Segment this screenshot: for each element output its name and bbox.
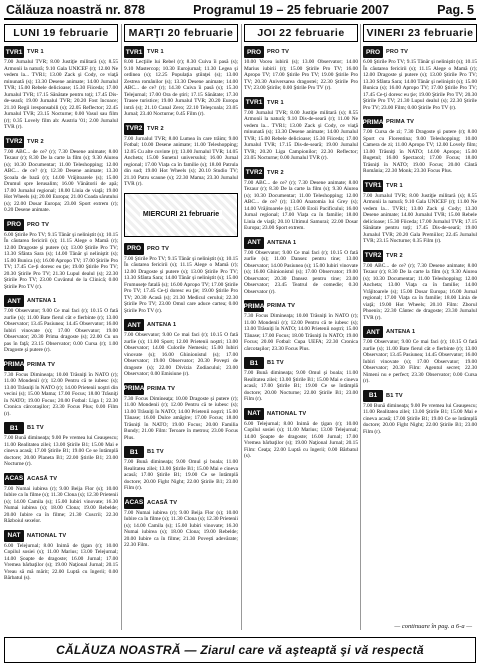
channel-logo-icon: TVR2 [124,123,144,135]
channel-header [4,359,118,371]
channel-logo-icon: PRIMA [4,359,24,371]
program-schedule-text: 7.00 Observator; 9.00 Ce mai faci (r); 10.15 O fată zurlie (s); 11.00 Bate fierul cât e fierbinte (r); 13.00 Observator; 13.45 Pasiunea; 14.45 Observator; 16.00 Iubiri vinovate (s); 17.00 Observator; 19.00 Observator; 20.30 Film: Agentul secret; 22.30 Nimeni nu e perfect; 23.30 Observator; 0.00 Cursa (r). [363,339,477,384]
program-schedule-text: 7.00 Bună dimineaţa; 9.00 Omul şi boala; 11.00 Realitatea zilei; 13.00 Ştirile B1; 15.00 Mai e cineva acasă; 17.00 Ştirile B1; 19.00 Ce se întâmplă doctore; 20.00 Nocturne; 22.00 Ştirile B1; 23.00 Film (r). [244,370,358,402]
channel-header [244,357,358,369]
channel-header [4,530,118,542]
channel-name: ANTENA 1 [267,239,297,246]
channel-listing [363,326,477,385]
channel-name: TVR 1 [27,49,44,55]
channel-listing [4,530,118,582]
channel-listing [244,408,358,460]
page-header [4,3,476,20]
channel-name: TVR 1 [267,99,284,106]
channel-header [4,219,118,231]
channel-listing [4,473,118,525]
channel-logo-icon: TVR1 [124,46,144,58]
channel-logo-icon: TVR1 [4,46,24,58]
channel-header [4,136,118,148]
channel-listing [124,243,238,315]
channel-listing [363,116,477,175]
day-banner [124,193,238,237]
program-schedule-text: 7.30 Focus Dimineaţa; 10.00 Trăsniţi în NATO (r); 11.00 Mondenii (r); 12.00 Pentru că te iubesc (s); 13.00 Trăsniţi în NATO; 14.00 Prietenii noştri; 15.00 Tănase; 17.00 Focus; 18.00 Trăsniţi în NATO; 19.00 Focus; 20.00 Fotbal: Cupa UEFA; 22.30 Cronica cârcotaşilor; 23.30 Focus Plus. [244,313,358,352]
program-schedule-text: 7.30 Focus Dimineaţa; 10.00 Trăsniţi în NATO (r); 11.00 Mondenii (r); 12.00 Pentru că te iubesc (s); 13.00 Trăsniţi în NATO (r); 14.00 Prietenii noştri din vecini (s); 15.00 Mama; 17.00 Focus; 18.00 Trăsniţi în NATO; 19.00 Focus; 20.00 Fotbal: Liga I; 22.30 Cronica cârcotaşilor; 23.30 Focus Plus; 0.00 Film (r). [4,371,118,417]
channel-listing [363,180,477,245]
channel-name: B1 TV [386,392,403,399]
channel-listing [4,295,118,354]
channel-header [363,390,477,402]
channel-name: TVR 2 [386,252,403,259]
channel-listing [124,46,238,118]
channel-name: PRIMA TV [386,119,415,125]
day-heading: LUNI 19 februarie [4,24,118,42]
channel-logo-icon: TVR1 [244,97,264,109]
channel-listing [124,319,238,378]
channel-listing [363,46,477,111]
channel-name: ACASĂ TV [27,475,58,482]
program-schedule-text: 7.00 Bună dimineaţa; 9.00 Pe vremea lui Ceauşescu; 11.00 Realitatea zilei; 13.00 Ştirile B1; 15.00 Mai e cineva acasă; 17.00 Ştirile B1; 19.00 Ce se întâmplă doctore; 20.00 Planeta B1; 22.00 Ştirile B1; 23.00 Nocturne (r). [4,435,118,467]
channel-header [244,46,358,58]
program-schedule-text: 6.00 Telejurnal; 8.00 Inimă de ţigan (r); 10.00 Copilul sosiei (s); 11.00 Marius; 13.00 Telejurnal; 14.00 Şoapte de dragoste; 16.00 Jurnal; 17.00 Vremea bărbaţilor (s); 19.00 Naţional Jurnal; 20.15 Film: Ceaţa; 22.00 Luptă cu îngerii; 0.00 Bărbatul (s). [244,420,358,459]
program-schedule-text: 6.00 Ştirile Pro TV; 9.15 Tânăr şi neliniştit (s); 10.15 În căutarea fericirii (s); 11.15 Alege o Mamă (r); 12.00 Dragoste şi putere (s); 13.00 Ştirile Pro TV; 13.30 Sfânta Sara (s); 14.00 Tânăr şi neliniştit (s); 15.00 Bunica (s); 16.00 Apropo TV; 17.00 Ştirile Pro TV; 17.45 Ce-ţi doresc eu ţie; 19.00 Ştirile Pro TV; 20.30 Ştirile Pro TV; 21.30 Lupul dealul (s); 22.30 Ştirile Pro TV; 23.00 Cuvântul de la Clinică; 0.00 Ştirile Pro TV (r). [4,231,118,290]
channel-name: NATIONAL TV [27,532,67,539]
page-number: Pag. 5 [437,3,474,17]
channel-header [124,319,238,331]
channel-logo-icon: PRO [124,243,144,255]
channel-header [4,295,118,307]
program-schedule-text: 7.30 Focus Dimineaţa; 10.00 Dragoste şi putere (r); 11.00 Mondenii (r); 12.00 Pentru că te iubesc (s); 13.00 Trăsniţi în NATO; 14.00 Prietenii noştri; 15.00 Tănase; 16.00 Dulce amăgire; 17.00 Focus; 18.00 Trăsniţi în NATO; 19.00 Focus; 20.00 Familia Bundy; 21.00 Film: Teroare în metrou; 23.00 Focus Plus. [124,395,238,441]
channel-name: TVR 2 [267,169,284,176]
channel-logo-icon: PRO [4,219,24,231]
channel-logo-icon: ACAS [4,473,24,485]
program-schedule-text: 7.00 ABC... de ce? (r); 7.30 Desene animate; 8.00 Tezaur (r); 8.30 De la carte la film (s); 9.30 Aiurea (s); 10.30 Documentar; 11.00 Teleshopping; 12.00 ABC... de ce? (r); 13.00 Anatomia lui Grey (s); 14.00 Vrăjitoarele (s); 15.00 Eroii Pacificului; 16.00 Jurnal regional; 17.00 Viaţa ca în familie; 18.00 Linia de viaţă; 20.10 Ultimul Samurai; 22.00 Dosar Europa; 23.00 Sport extrem. [244,179,358,231]
channel-header [124,383,238,395]
channel-listing [363,250,477,322]
channel-name: PRO TV [147,245,170,252]
channel-name: NATIONAL TV [267,410,307,417]
program-schedule-text: 7.00 Observator; 9.00 Ce mai faci (r); 10.15 O fată zurlie (s); 11.00 Bate fierul cât e fierbinte (r); 13.00 Observator; 13.45 Pasiunea; 14.45 Observator; 16.00 Iubiri vinovate (s); 17.00 Observator; 19.00 Observator; 20.30 Prima dragoste (s); 22.00 Cu un pas în faţă; 23.15 Observator; 0.00 Cursa (r); 1.00 Dragoste şi putere (r). [4,308,118,353]
channel-logo-icon: B1 [363,390,383,402]
channel-name: TVR 2 [27,138,44,145]
program-schedule-text: 7.00 Ştirile Pro TV; 9.15 Tânăr şi neliniştit (s); 10.15 În căutarea fericirii (s); 11.15 Alege o Mamă (r); 12.00 Dragoste şi putere (s); 13.00 Ştirile Pro TV; 13.30 Sfânta Sara; 14.00 Tânăr şi neliniştit (s); 15.00 Frumuseţe fatală (s); 16.00 Apropo TV; 17.00 Ştirile Pro TV; 17.45 Ce-ţi doresc eu ţie; 19.00 Ştirile Pro TV; 20.30 Acasă (s); 21.30 Medicul cerului; 22.30 Ştirile Pro TV; 23.00 Omul care aduce cartea; 0.00 Ştirile Pro TV (r). [124,255,238,314]
program-schedule-text: 7.00 Numai iubirea (r); 9.00 Beija Flor (s); 10.00 Iubire ca în filme (s); 11.30 Clona (s); 12.30 Prietenii (s); 14.00 Camila (s); 15.00 Iubiri vinovate; 16.30 Numai iubirea (s); 18.00 Clona; 19.00 Rebelde; 20.00 Iubire ca în filme; 21.30 Cuscrii; 22.30 Războiul sexelor. [4,485,118,524]
channel-name: PRIMA TV [147,385,176,392]
program-schedule-text: 7.00 Observator; 9.00 Ce mai faci (r); 10.15 O fată zurlie (s); 11.00 Sport; 12.00 Prietenii noştri; 13.00 Observator; 14.00 Culorile Nemesis; 15.00 Iubiri vinovate (s); 16.00 Ghinionistul (s); 17.00 Observator; 19.00 Observator; 20.30 Poveşti de dragoste (s); 22.00 Divizia Zodiacului; 23.00 Observator; 0.00 Emisiune (r). [124,332,238,377]
day-heading: VINERI 23 februarie [363,24,477,42]
channel-logo-icon: PRIMA [124,383,144,395]
channel-header [363,116,477,128]
channel-logo-icon: B1 [4,422,24,434]
channel-name: ANTENA 1 [27,298,57,304]
channel-listing [124,383,238,442]
channel-logo-icon: TVR2 [363,250,383,262]
channel-logo-icon: ANT [244,237,264,249]
day-heading: MARŢI 20 februarie [124,24,238,42]
program-schedule-text: 7.00 ABC... de ce? (r); 7.30 Desene animate; 8.00 Tezaur (r); 8.30 De la carte la film (s); 9.30 Aiurea (s); 10.30 Documentar; 11.00 Teleshopping; 12.00 Ancheta; 13.00 Viaţa ca în familie; 14.00 Vrăjitoarele (s); 15.00 Dosar Europa; 16.00 Jurnal regional; 17.00 Viaţa ca în familie; 18.00 Linia de viaţă; 19.00 Hot Wheels; 20.10 Film: Zborul Phoenix; 22.30 Cântec de dragoste; 23.30 Jurnalul TVR (r). [363,262,477,321]
program-schedule-text: 10.00 Vocea iubirii (s); 13.00 Observator; 14.00 Marius iubirii (r); 15.00 Ştirile Pro TV; 16.00 Apropo TV; 17.00 Ştirile Pro TV; 19.00 Ştirile Pro TV; 20.30 Aniversarea dragostei; 22.30 Ştirile Pro TV; 23.00 Ştirile; 0.00 Ştirile Pro TV (r). [244,59,358,91]
continued-note: — continuare în pag. a 6-a — [394,623,472,630]
program-schedule-text: 6.00 Ştirile Pro TV; 9.15 Tânăr şi neliniştit (s); 10.15 În căutarea fericirii (s); 11.15 Alege o Mamă (r); 12.00 Dragoste şi putere (s); 13.00 Ştirile Pro TV; 13.30 Sfânta Sara; 14.00 Tânăr şi neliniştit (s); 15.00 Bunica (s); 16.00 Apropo TV; 17.00 Ştirile Pro TV; 17.45 Ce-ţi doresc eu ţie; 19.00 Ştirile Pro TV; 20.30 Ştirile Pro TV; 21.30 Lupul dealul (s); 22.30 Ştirile Pro TV; 23.00 Film; 0.00 Ştirile Pro TV (r). [363,59,477,111]
program-schedule-text: 8.00 Lecţiile lui Rebel (r); 8.30 Cuiva îi pasă (s); 9.10 Mastercop; 10.30 Eurojurnal; 11.30 Legea şi ordinea (s); 12.25 Populaţia ştiinţei (s); 13.00 Zestrea românilor (s); 13.30 Desene animate; 14.00 ABC... de ce? (r); 14.30 Cuiva îi pasă (s); 15.30 Telejurnal; 17.00 Ora de ştiri; 17.15 Sănătate; 17.30 Trasee turistice; 19.00 Jurnalul TVR; 20.20 Europa intră (s); 21.10 Canal Zero; 22.10 Teleşcoala; 23.05 Jurnal; 23.40 Nocturne; 0.45 Film (r). [124,59,238,117]
program-schedule-text: 7.00 Observator; 9.00 Ce mai faci (r); 10.15 O fată zurlie (s); 11.00 Dansez pentru tine; 13.00 Observator; 14.00 Pasiunea (s); 15.00 Iubiri vinovate (s); 16.00 Ghinionistul (s); 17.00 Observator; 19.00 Observator; 20.30 Dansez pentru tine; 23.00 Observator; 23.45 Teatrul de comedie; 0.30 Observator (r). [244,249,358,295]
channel-logo-icon: PRIMA [244,300,264,312]
channel-header [244,408,358,420]
channel-logo-icon: NAT [4,530,24,542]
channel-name: PRO TV [27,221,50,228]
channel-header [124,243,238,255]
channel-name: ANTENA 1 [386,329,416,335]
channel-listing [4,219,118,291]
channel-header [363,46,477,58]
channel-listing [363,390,477,436]
channel-logo-icon: TVR2 [4,136,24,148]
channel-header [244,300,358,312]
channel-listing [244,357,358,403]
channel-listing [244,167,358,232]
channel-name: B1 TV [267,360,284,366]
channel-header [244,97,358,109]
channel-header [244,237,358,249]
channel-logo-icon: NAT [244,408,264,420]
column-divider [360,24,361,630]
channel-logo-icon: ANT [363,326,383,338]
channel-listing [4,422,118,468]
channel-logo-icon: PRIMA [363,116,383,128]
channel-listing [244,237,358,296]
program-schedule-text: 7.00 Bună dimineaţa; 9.00 Omul şi boala; 11.00 Realitatea zilei; 13.00 Ştirile B1; 15.00 Mai e cineva acasă; 17.00 Ştirile B1; 19.00 Ce se întâmplă doctore; 20.00 Fight Night; 22.00 Ştirile B1; 23.00 Film (r). [124,459,238,491]
channel-listing [4,136,118,214]
channel-logo-icon: TVR2 [244,167,264,179]
channel-header [4,46,118,58]
channel-header [363,180,477,192]
program-schedule-text: 6.00 Telejurnal; 8.00 Inimă de ţigan (r); 10.00 Copilul sosiei (s); 11.00 Marius; 13.00 Telejurnal; 14.00 Şoapte de dragoste; 16.00 Jurnal; 17.00 Vremea bărbaţilor (s); 19.00 Naţional Jurnal; 20.15 Vreau să mă mărit; 22.00 Luptă cu îngerii; 0.00 Bărbatul (s). [4,542,118,581]
channel-name: TVR 1 [386,182,403,189]
channel-logo-icon: PRO [363,46,383,58]
channel-logo-icon: B1 [244,357,264,369]
channel-name: ACASĂ TV [147,499,178,506]
channel-listing [124,497,238,549]
day-banner-label: MIERCURI 21 februarie [140,210,222,219]
program-column-1 [4,24,118,632]
channel-name: TVR 1 [147,49,164,55]
channel-header [4,422,118,434]
channel-logo-icon: ANT [4,295,24,307]
program-schedule-text: 7.00 Cursa de zi; 7.30 Dragoste şi putere (r); 8.00 Sport cu Florentina; 9.00 Teleshopping; 10.00 Camera de zi; 11.00 Apropo TV; 12.00 Lovely film; 13.00 Trăsniţi în NATO; 14.00 Apropo; 15.00 Bugetul; 16.00 Spectacol; 17.00 Focus; 18.00 Trăsniţi în NATO; 19.00 Focus; 20.00 Cântă România; 22.30 Monk; 23.30 Focus Plus. [363,129,477,174]
channel-listing [4,359,118,418]
channel-name: PRIMA TV [267,303,296,309]
column-divider [241,24,242,630]
program-column-3 [244,24,358,632]
program-schedule-text: 7.00 Numai iubirea (r); 9.00 Beija Flor (s); 10.00 Iubire ca în filme (s); 11.30 Clona (s); 12.30 Prietenii (s); 14.00 Camila (s); 15.00 Iubiri vinovate; 16.30 Numai iubirea (s); 18.00 Clona; 19.00 Rebelde; 20.00 Iubire ca în filme; 21.30 Poveşti adevărate; 22.30 Film. [124,509,238,548]
channel-listing [124,123,238,188]
program-column-2 [124,24,238,632]
channel-listing [244,97,358,162]
channel-listing [244,300,358,352]
channel-logo-icon: ACAS [124,497,144,509]
channel-logo-icon: B1 [124,446,144,458]
channel-name: ANTENA 1 [147,322,177,328]
program-schedule-text: 7.00 Jurnalul TVR; 8.00 Justiţie militară (s); 8.55 Armonii la natură; 9.10 Gala UNICEF (r); 11.00 Ne vedem la... TVR1; 13.00 Zack şi Cody; 13.30 Desene animate; 14.00 Jurnalul TVR; 15.00 Rebele delicioase; 15.30 Fiiceda; 17.00 Jurnalul TVR; 17.15 Sănătate pentru toţi; 17.45 Dis-de-seară; 19.00 Jurnalul TVR; 20.20 Gala Premiilor; 22.45 Jurnalul TVR; 23.15 Nocturne; 0.35 Film (r). [363,192,477,244]
channel-name: PRO TV [267,49,290,55]
channel-name: PRO TV [386,49,409,55]
channel-listing [124,446,238,492]
channel-logo-icon: ANT [124,319,144,331]
channel-logo-icon: TVR1 [363,180,383,192]
program-schedule-text: 7.00 Jurnalul TVR; 8.00 Lumea în care trăim; 9.00 Fotbal; 10.00 Desene animate; 11.00 Teleshopping; 12.05 Cu alte cuvinte (r); 13.00 Jurnalul TVR; 14.05 Ancheta; 15.00 Sunetul universului; 16.00 Jurnal regional; 17.00 Viaţa ca în familie (s); 18.00 Patrula din sud; 19.00 Hot Wheels (s); 20.10 Studio TV; 21.10 Patru scaune (s); 22.30 Mama; 23.30 Jurnalul TVR (r). [124,135,238,187]
channel-listing [4,46,118,131]
program-column-4 [363,24,477,632]
channel-header [4,473,118,485]
channel-name: B1 TV [27,425,44,431]
column-divider [121,24,122,630]
channel-name: B1 TV [147,449,164,455]
channel-header [124,446,238,458]
program-schedule-text: 7.00 Jurnalul TVR; 8.00 Justiţie militară (s); 8.55 Armonii la natură; 9.10 Dis-de-seară (r); 11.00 Ne vedem la... TVR1; 13.00 Zack şi Cody, ce viaţă minunată (s); 13.30 Desene animate; 14.00 Jurnalul TVR; 15.00 Rebele delicioase; 15.30 Fiiceda; 17.00 Jurnalul TVR; 17.15 Dis-de-seară; 19.00 Jurnalul TVR; 20.20 Liga Campionilor; 22.30 Reflector; 23.05 Nocturne; 0.00 Jurnalul TVR (r). [244,109,358,161]
footer-banner [4,637,476,663]
program-schedule-text: 7.00 Jurnalul TVR; 8.00 Justiţie militară (s); 8.55 Armonii la natură; 9.10 Gala UNICEF (r); 12.00 Ne vedem la... TVR1; 13.00 Zack şi Cody, ce viaţă minunată (s); 13.30 Desene animate; 14.00 Jurnalul TVR; 15.00 Rebele delicioase; 15.30 Fiiceda; 17.00 Jurnalul TVR; 17.15 Sănătate pentru toţi; 17.45 Dis-de-seară; 19.00 Jurnalul TVR; 20.20 Fost încoace; 21.10 Regii iresponsabili (s); 22.05 Reflector; 22.45 Jurnalul TVR; 23.15 Nocturne; 0.00 Vasul sau film (r); 0.35 Lovely film ab: Austria '01; 2.00 Jurnalul TVR (r). [4,59,118,130]
channel-header [124,497,238,509]
channel-name: TVR 2 [147,125,164,132]
program-schedule-text: 7.00 Bună dimineaţa; 9.00 Pe vremea lui Ceauşescu; 11.00 Realitatea zilei; 13.00 Ştirile B1; 15.00 Mai e cineva acasă; 17.00 Ştirile B1; 19.00 Ce se întâmplă doctore; 20.00 Fight Night; 22.00 Ştirile B1; 23.00 Film (r). [363,402,477,435]
channel-listing [244,46,358,92]
program-week-title: Programul 19 – 25 februarie 2007 [193,3,390,17]
channel-header [124,123,238,135]
channel-header [124,46,238,58]
channel-header [363,326,477,338]
channel-name: PRIMA TV [27,361,56,368]
day-heading: JOI 22 februarie [244,24,358,42]
channel-logo-icon: PRO [244,46,264,58]
channel-header [244,167,358,179]
program-schedule-text: 7.00 ABC... de ce? (r); 7.30 Desene animate; 8.00 Tezaur (r); 8.30 De la carte la film (s); 9.30 Aiurea (s); 10.30 Documentar; 11.00 Teleshopping; 12.00 ABC... de ce? (r); 12.30 Desene animate; 13.30 Şcoala de bază (r); 14.00 Vrăjitoarele (s); 15.00 Drumul spre Ierusalim; 16.00 Vânătorii de apă; 17.00 Jurnalul regional; 18.00 Linia de viaţă; 19.00 Hot Wheels (s); 20.00 Europa; 21.00 Coada sărutului (s); 22.00 Dosar Europa; 23.00 Sport extrem (r); 0.20 Desene animate. [4,148,118,213]
issue-label: Călăuza noastră nr. 878 [6,3,145,17]
footer-slogan: CĂLĂUZA NOASTRĂ — Ziarul care vă aşteaptă şi vă respectă [56,643,424,657]
channel-header [363,250,477,262]
